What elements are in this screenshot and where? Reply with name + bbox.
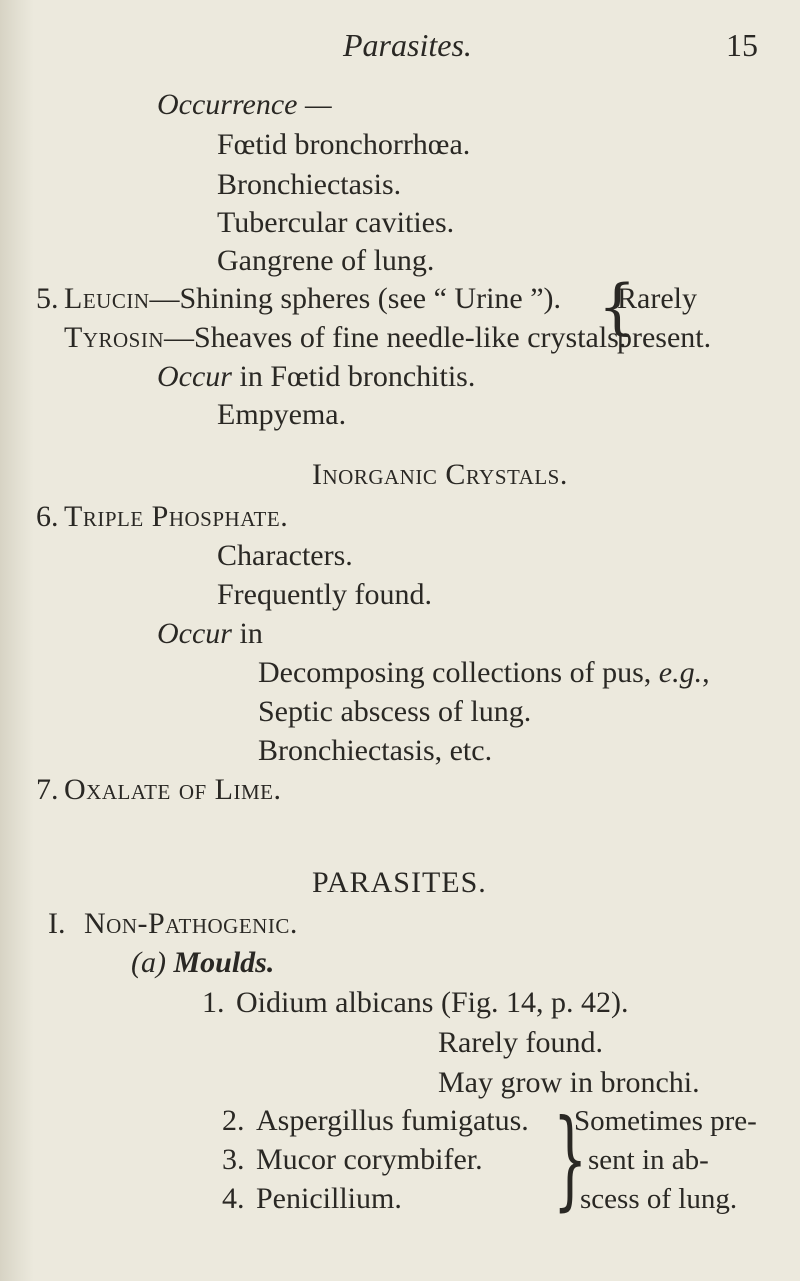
sometimes-note: Sometimes pre- <box>574 1105 757 1137</box>
occur-rest: in Fœtid bronchitis. <box>231 360 476 393</box>
brace-icon: { <box>598 272 637 342</box>
item-number: 7. <box>36 773 59 806</box>
occurrence-item: Gangrene of lung. <box>217 244 435 277</box>
rarely-note: Rarely <box>617 282 697 315</box>
empyema: Empyema. <box>217 398 347 431</box>
item-number: 2. <box>222 1104 245 1137</box>
item-number: 5. <box>36 282 59 315</box>
triple-phosphate-name: Triple Phosphate. <box>64 500 289 533</box>
in-word: in <box>231 617 263 650</box>
moulds-label: (a) <box>131 946 166 979</box>
page-edge-shadow <box>0 0 34 1281</box>
decomposing-text: Decomposing collections of pus, <box>258 656 659 689</box>
leucin-desc: —Shining spheres (see “ Urine ”). <box>149 282 562 315</box>
leucin-line <box>64 282 561 316</box>
occur-in-line <box>157 617 263 651</box>
eg-abbrev: e.g. <box>658 656 703 689</box>
tyrosin-desc: —Sheaves of fine needle-like crystals. <box>164 321 627 354</box>
item-number: 4. <box>222 1182 245 1215</box>
oxalate-name: Oxalate of Lime. <box>64 773 282 806</box>
moulds-line <box>131 946 274 980</box>
present-note: present. <box>617 321 712 354</box>
occurrence-item: Fœtid bronchorrhœa. <box>217 128 471 161</box>
tyrosin-name: Tyrosin <box>64 321 165 354</box>
item-number: 6. <box>36 500 59 533</box>
page-number: 15 <box>726 27 758 63</box>
oidium-name: Oidium albicans (Fig. 14, p. 42). <box>236 986 629 1019</box>
section-heading: Inorganic Crystals. <box>312 458 568 491</box>
aspergillus-name: Aspergillus fumigatus. <box>256 1104 529 1137</box>
parasites-heading: PARASITES. <box>312 866 487 899</box>
septic-abscess: Septic abscess of lung. <box>258 695 532 728</box>
bronchiectasis-etc: Bronchiectasis, etc. <box>258 734 493 767</box>
occurrence-item: Tubercular cavities. <box>217 206 455 239</box>
characters: Characters. <box>217 539 353 572</box>
brace-icon: } <box>553 1097 588 1222</box>
decomposing-line <box>258 656 710 690</box>
item-number: I. <box>48 907 66 940</box>
non-pathogenic-name: Non-Pathogenic. <box>84 907 298 940</box>
occur-line <box>157 360 475 394</box>
eg-comma: , <box>702 656 710 689</box>
item-number: 3. <box>222 1143 245 1176</box>
sometimes-note: sent in ab- <box>588 1144 709 1176</box>
mucor-name: Mucor corymbifer. <box>256 1143 483 1176</box>
rarely-found: Rarely found. <box>438 1026 603 1059</box>
occurrence-heading: Occurrence — <box>157 88 332 121</box>
occur-word: Occur <box>157 360 232 393</box>
penicillium-name: Penicillium. <box>256 1182 402 1215</box>
moulds-name: Moulds. <box>173 946 275 979</box>
item-number: 1. <box>202 986 225 1019</box>
running-title: Parasites. <box>343 27 472 63</box>
occur-word: Occur <box>157 617 232 650</box>
may-grow: May grow in bronchi. <box>438 1066 700 1099</box>
frequently-found: Frequently found. <box>217 578 432 611</box>
leucin-name: Leucin <box>64 282 150 315</box>
occurrence-item: Bronchiectasis. <box>217 168 402 201</box>
sometimes-note: scess of lung. <box>580 1183 738 1215</box>
tyrosin-line <box>64 321 626 355</box>
